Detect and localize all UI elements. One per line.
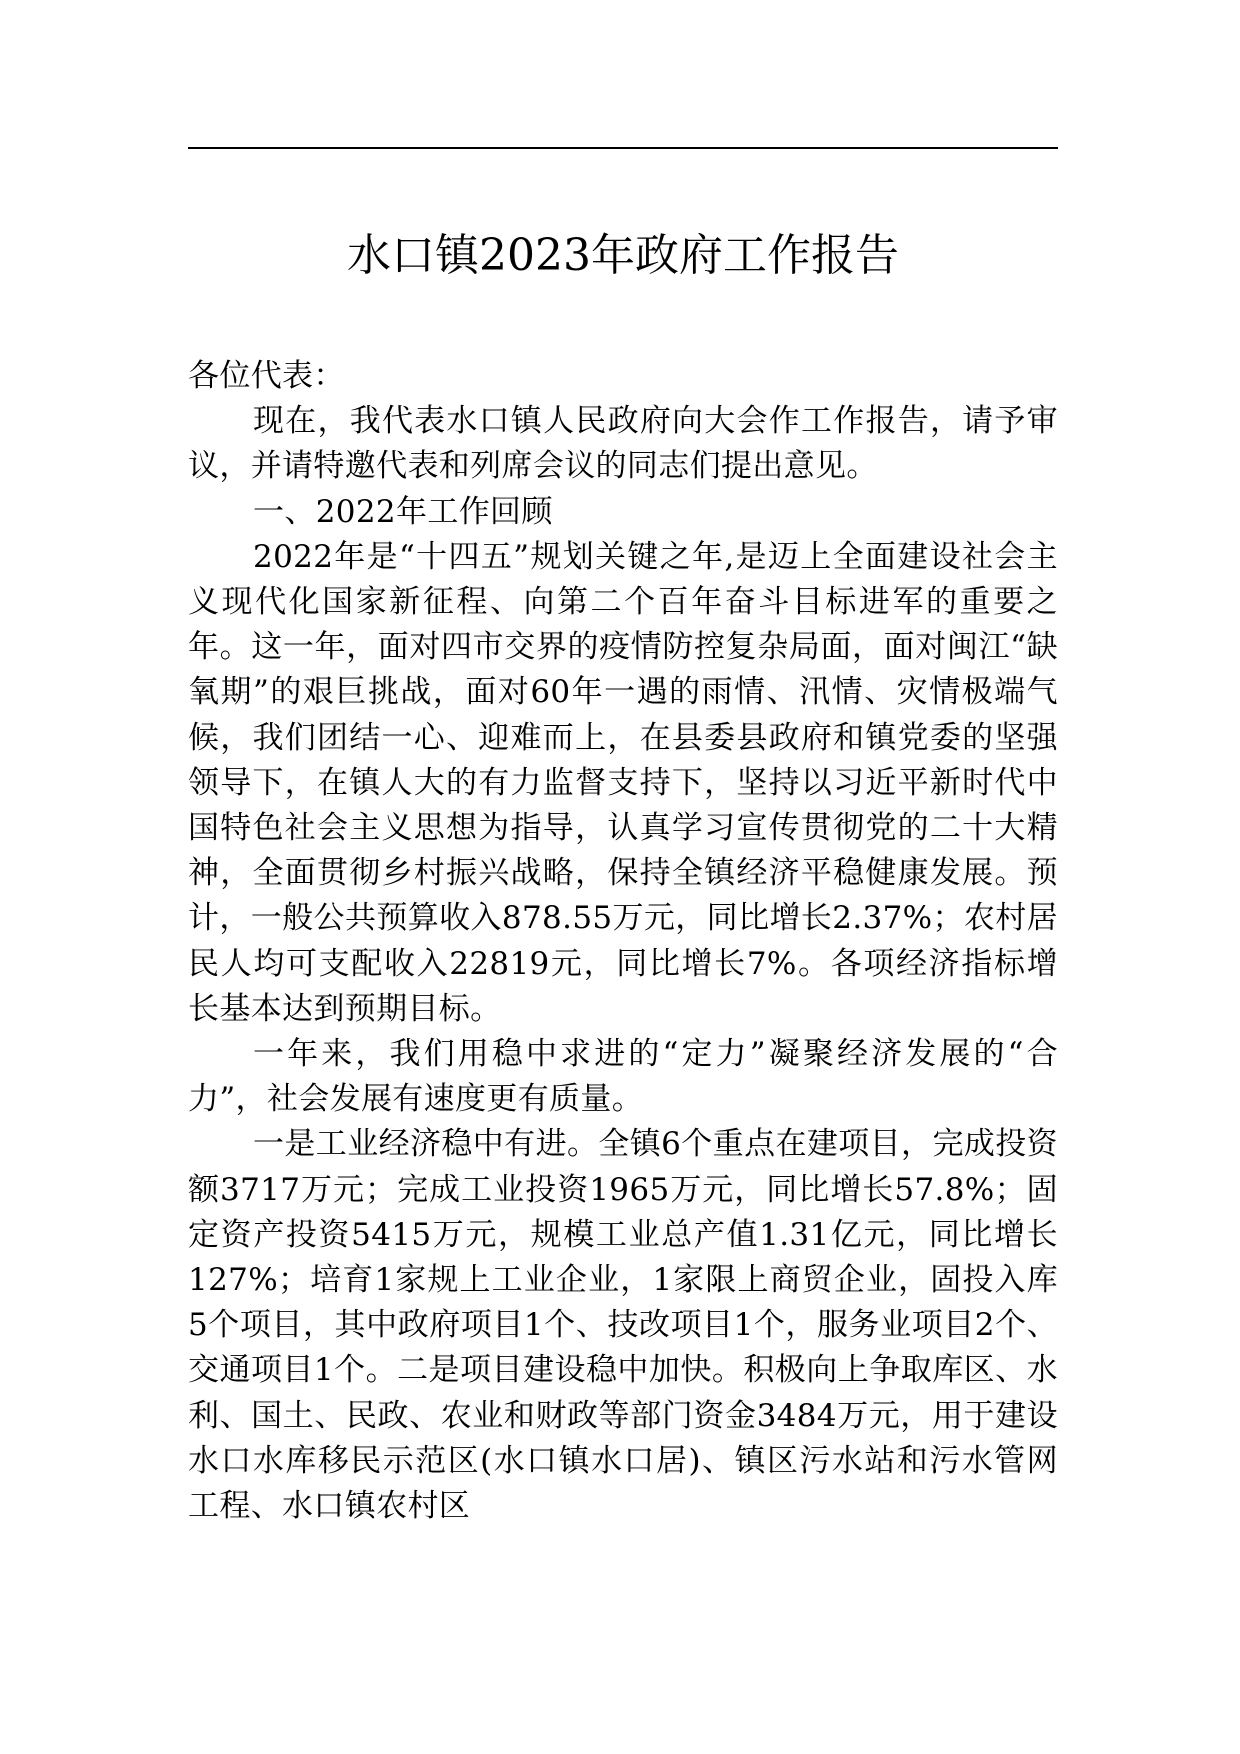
salutation: 各位代表： [188, 358, 345, 394]
document-title: 水口镇2023年政府工作报告 [347, 230, 899, 281]
paragraph-summary: 一年来，我们用稳中求进的“定力”凝聚经济发展的“合力”，社会发展有速度更有质量。 [188, 1036, 1058, 1118]
paragraph-overview: 2022年是“十四五”规划关键之年,是迈上全面建设社会主义现代化国家新征程、向第二个百年奋斗目标进军的重要之年。这一年，面对四市交界的疫情防控复杂局面，面对闽江“缺氧期”的艰巨挑战，面对60年一遇的雨情、汛情、灾情极端气候，我们团结一心、迎难而上，在县委县政府和镇党委的坚强领导下，在镇人大的有力监督支持下，坚持以习近平新时代中国特色社会主义思想为指导，认真学习宣传贯彻党的二十大精神，全面贯彻乡村振兴战略，保持全镇经济平稳健康发展。预计，一般公共预算收入878.55万元，同比增长2.37%；农村居民人均可支配收入22819元，同比增长7%。各项经济指标增长基本达到预期目标。 [188, 538, 1058, 1027]
header-rule [188, 147, 1058, 149]
document-body [188, 354, 1058, 1529]
section-heading: 一、2022年工作回顾 [253, 493, 553, 530]
paragraph-intro: 现在，我代表水口镇人民政府向大会作工作报告，请予审议，并请特邀代表和列席会议的同志们提出意见。 [188, 403, 1058, 485]
paragraph-economy: 一是工业经济稳中有进。全镇6个重点在建项目，完成投资额3717万元；完成工业投资1965万元，同比增长57.8%；固定资产投资5415万元，规模工业总产值1.31亿元，同比增长127%；培育1家规上工业企业，1家限上商贸企业，固投入库5个项目，其中政府项目1个、技改项目1个，服务业项目2个、交通项目1个。二是项目建设稳中加快。积极向上争取库区、水利、国土、民政、农业和财政等部门资金3484万元，用于建设水口水库移民示范区(水口镇水口居)、镇区污水站和污水管网工程、水口镇农村区 [188, 1126, 1058, 1525]
